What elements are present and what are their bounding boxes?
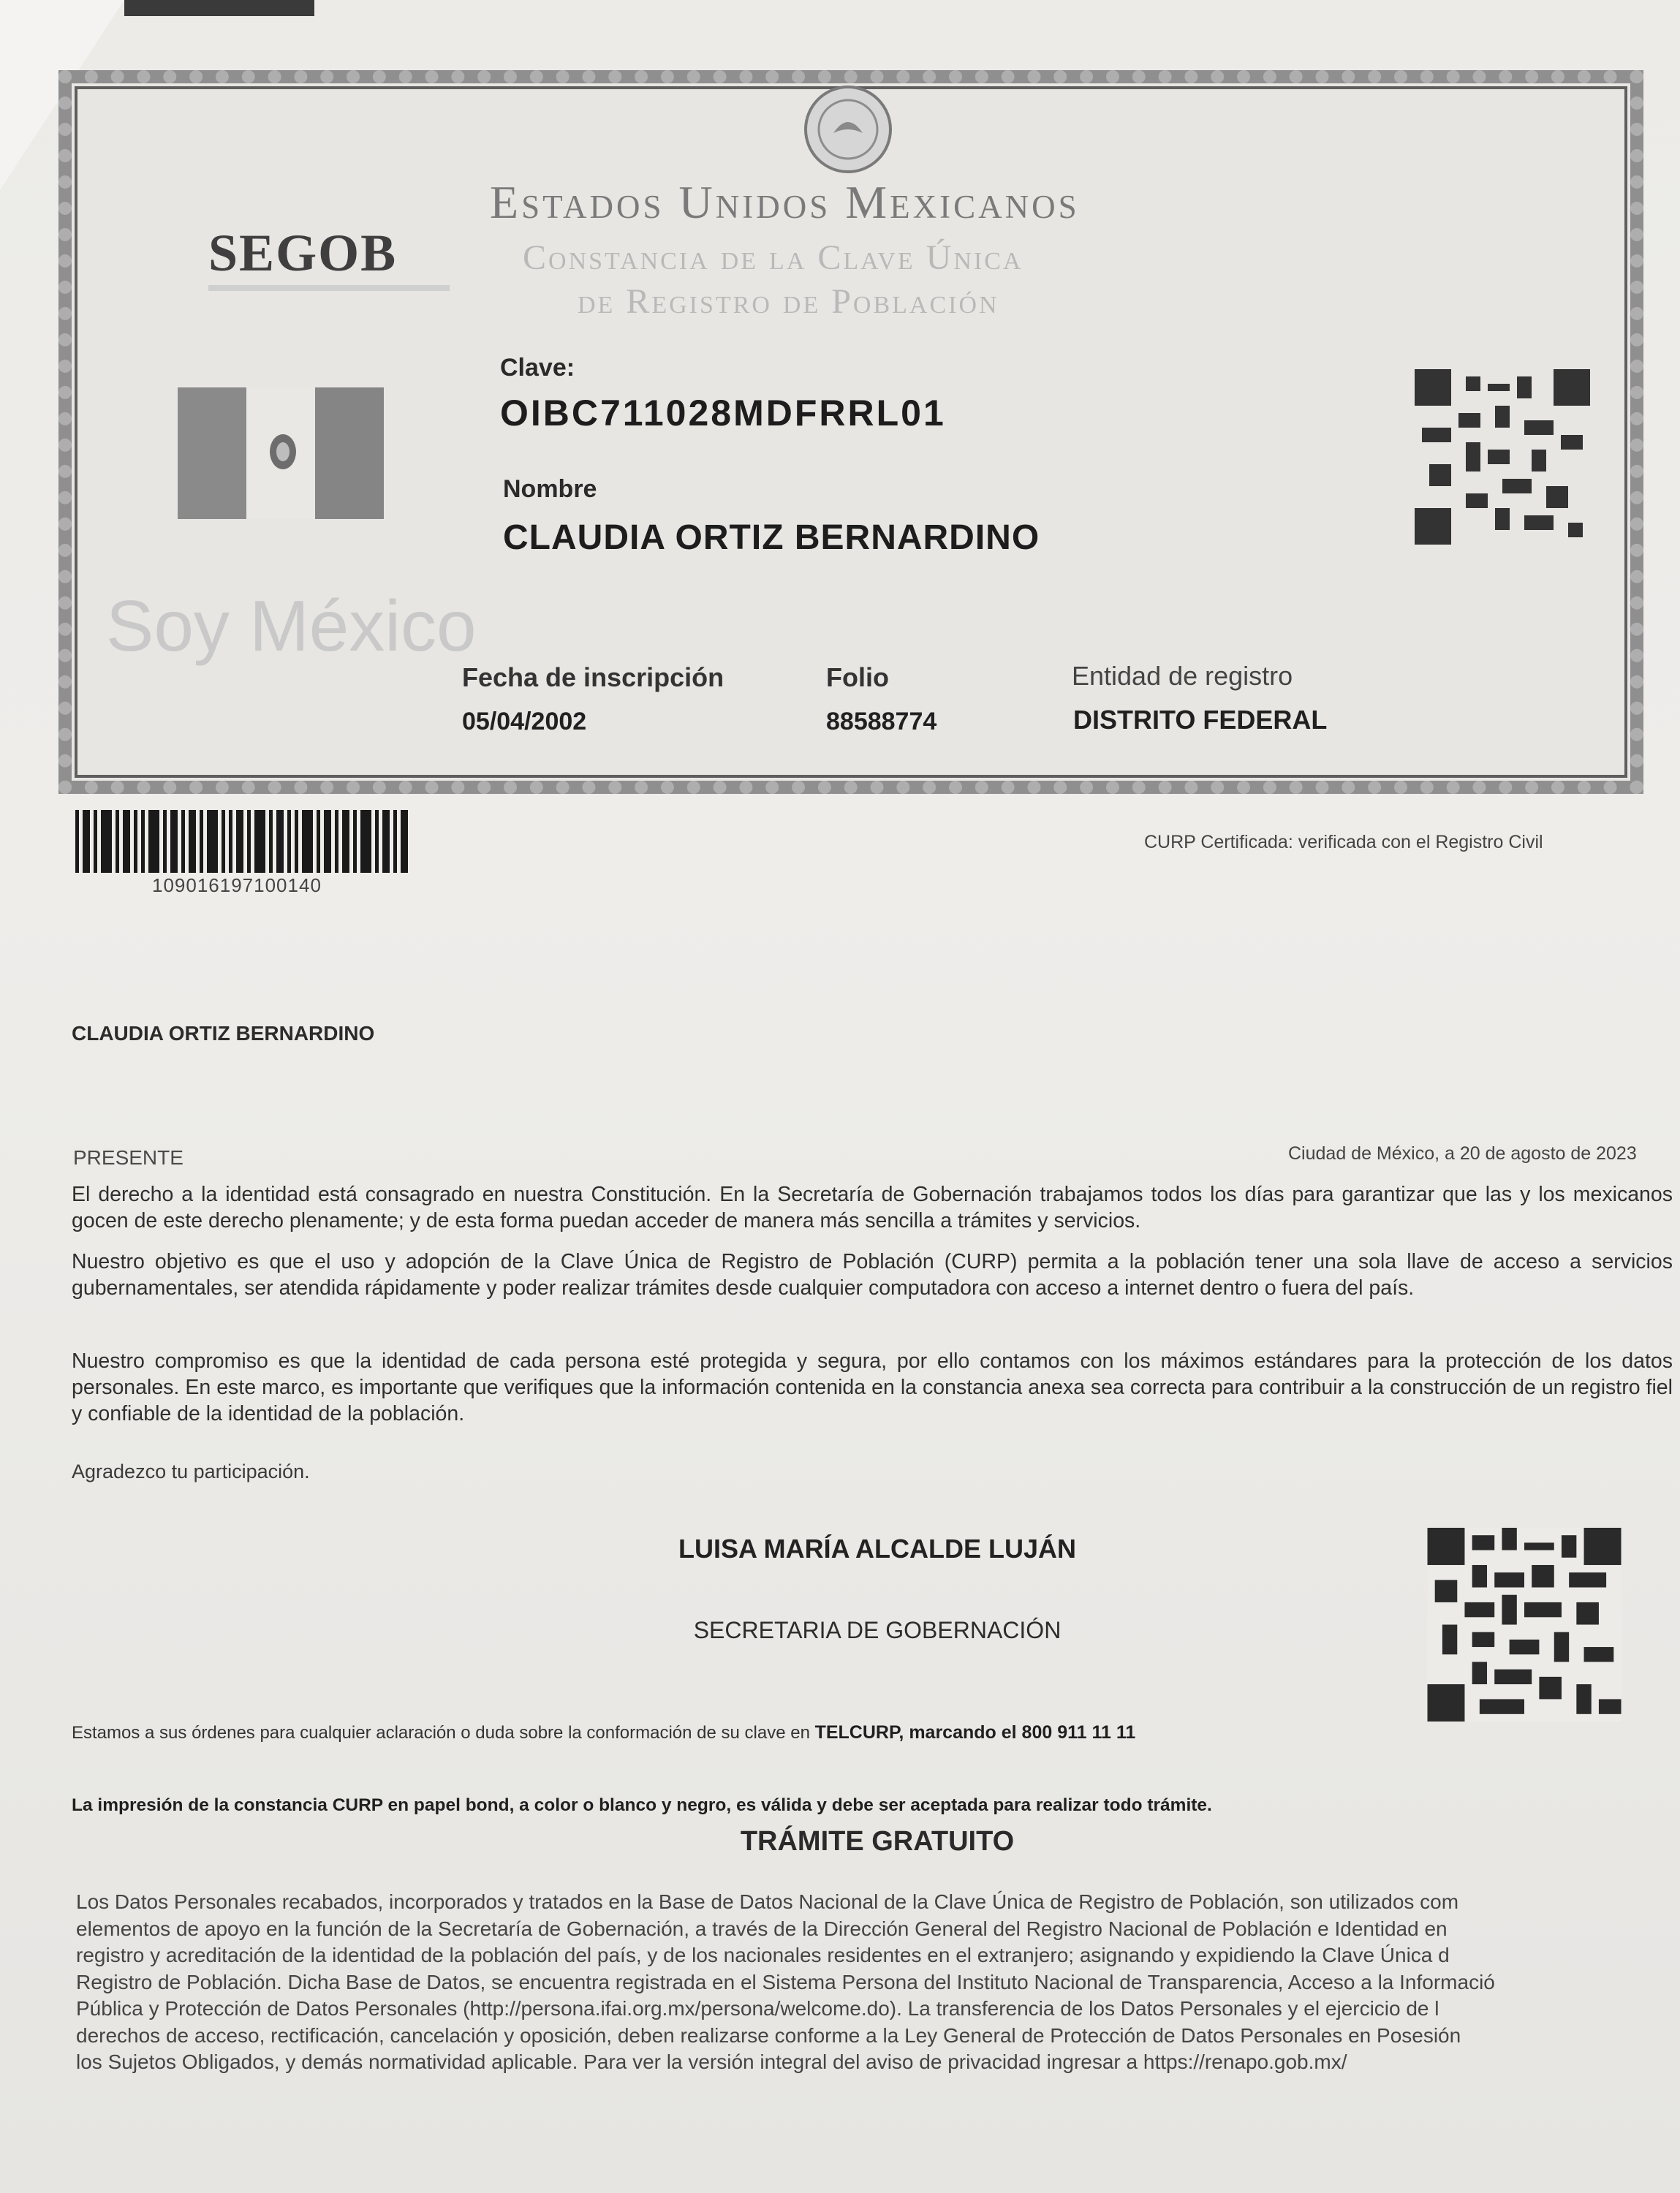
contact-phone: TELCURP, marcando el 800 911 11 11	[814, 1722, 1136, 1743]
certificate-subtitle-2: de Registro de Población	[578, 282, 999, 321]
privacy-notice	[76, 1889, 1680, 2076]
certificate-subtitle-1: Constancia de la Clave Única	[523, 238, 1023, 277]
letter-paragraph-3: Nuestro compromiso es que la identidad de cada persona esté protegida y segura, por ello contamos con los máximos estándares para la protección de los datos personales. En este marco, es importante que verifiques que la información contenida en la constancia anexa sea correcta para contribuir a la construcción de un registro fiel y confiable de la identidad de la población.	[72, 1349, 1673, 1425]
contact-text: Estamos a sus órdenes para cualquier aclaración o duda sobre la conformación de su clave en	[72, 1723, 810, 1743]
entidad-label: Entidad de registro	[1072, 661, 1293, 691]
segob-subline	[208, 285, 450, 291]
barcode-icon	[75, 810, 412, 873]
watermark-soy-mexico: Soy México	[106, 586, 477, 666]
clave-value: OIBC711028MDFRRL01	[500, 393, 946, 433]
folio-label: Folio	[826, 662, 889, 692]
privacy-line: Pública y Protección de Datos Personales (http://persona.ifai.org.mx/persona/welcome.do). La transferencia de los Datos Personales y el ejercicio de l	[76, 1997, 1439, 2020]
folio-value: 88588774	[826, 708, 937, 735]
letter-thanks: Agradezco tu participación.	[72, 1461, 310, 1482]
signer-title: SECRETARIA DE GOBERNACIÓN	[693, 1617, 1062, 1643]
qr-code-icon	[1426, 1528, 1623, 1722]
privacy-line: elementos de apoyo en la función de la Secretaría de Gobernación, a través de la Dirección General del Registro Nacional de Población e Identidad en	[76, 1917, 1448, 1940]
nombre-value: CLAUDIA ORTIZ BERNARDINO	[503, 518, 1040, 557]
fecha-label: Fecha de inscripción	[462, 662, 724, 692]
letter-paragraph-1: El derecho a la identidad está consagrado en nuestra Constitución. En la Secretaría de Gobernación trabajamos todos los días para garantizar que las y los mexicanos gocen de este derecho plenamente; y de esta forma puedan acceder de manera más sencilla a trámites y servicios.	[72, 1183, 1673, 1232]
paper-shadow	[124, 0, 314, 16]
barcode-number: 109016197100140	[152, 874, 322, 896]
privacy-line: Registro de Población. Dicha Base de Datos, se encuentra registrada en el Sistema Persona del Instituto Nacional de Transparencia, Acceso a la Informació	[76, 1970, 1495, 1993]
entidad-value: DISTRITO FEDERAL	[1073, 705, 1328, 735]
privacy-line: derechos de acceso, rectificación, cancelación y oposición, deben realizarse conforme a la Ley General de Protección de Datos Personales en Posesión	[76, 2023, 1461, 2047]
letter-presente: PRESENTE	[73, 1146, 183, 1169]
qr-code-icon	[1415, 369, 1590, 545]
privacy-line: Los Datos Personales recabados, incorporados y tratados en la Base de Datos Nacional de la Clave Única de Registro de Población, son utilizados com	[76, 1890, 1459, 1913]
national-seal-icon	[797, 82, 899, 177]
letter-place-date: Ciudad de México, a 20 de agosto de 2023	[1288, 1143, 1637, 1164]
segob-logo: SEGOB	[208, 224, 398, 282]
curp-certified-note: CURP Certificada: verificada con el Registro Civil	[1144, 832, 1543, 852]
mexican-flag-icon	[178, 387, 384, 519]
letter-addressee: CLAUDIA ORTIZ BERNARDINO	[72, 1022, 375, 1045]
signer-name: LUISA MARÍA ALCALDE LUJÁN	[678, 1534, 1076, 1564]
certificate-title: Estados Unidos Mexicanos	[490, 176, 1080, 228]
letter-paragraph-2: Nuestro objetivo es que el uso y adopción de la Clave Única de Registro de Población (CURP) permita a la población tener una sola llave de acceso a servicios gubernamentales, ser atendida rápidamente y poder realizar trámites desde cualquier computadora con acceso a internet dentro o fuera del país.	[72, 1250, 1673, 1300]
nombre-label: Nombre	[503, 475, 597, 503]
privacy-line: registro y acreditación de la identidad de la población del país, y de los nacionales residentes en el extranjero; asignando y expidiendo la Clave Única d	[76, 1944, 1450, 1966]
print-validity-notice: La impresión de la constancia CURP en papel bond, a color o blanco y negro, es válida y debe ser aceptada para realizar todo trámite.	[72, 1795, 1212, 1815]
fecha-value: 05/04/2002	[462, 708, 587, 735]
contact-line	[72, 1722, 1135, 1743]
clave-label: Clave:	[500, 354, 575, 382]
free-procedure-label: TRÁMITE GRATUITO	[740, 1826, 1015, 1857]
privacy-line: los Sujetos Obligados, y demás normatividad aplicable. Para ver la versión integral del aviso de privacidad ingresar a https://renapo.gob.mx/	[76, 2050, 1347, 2073]
